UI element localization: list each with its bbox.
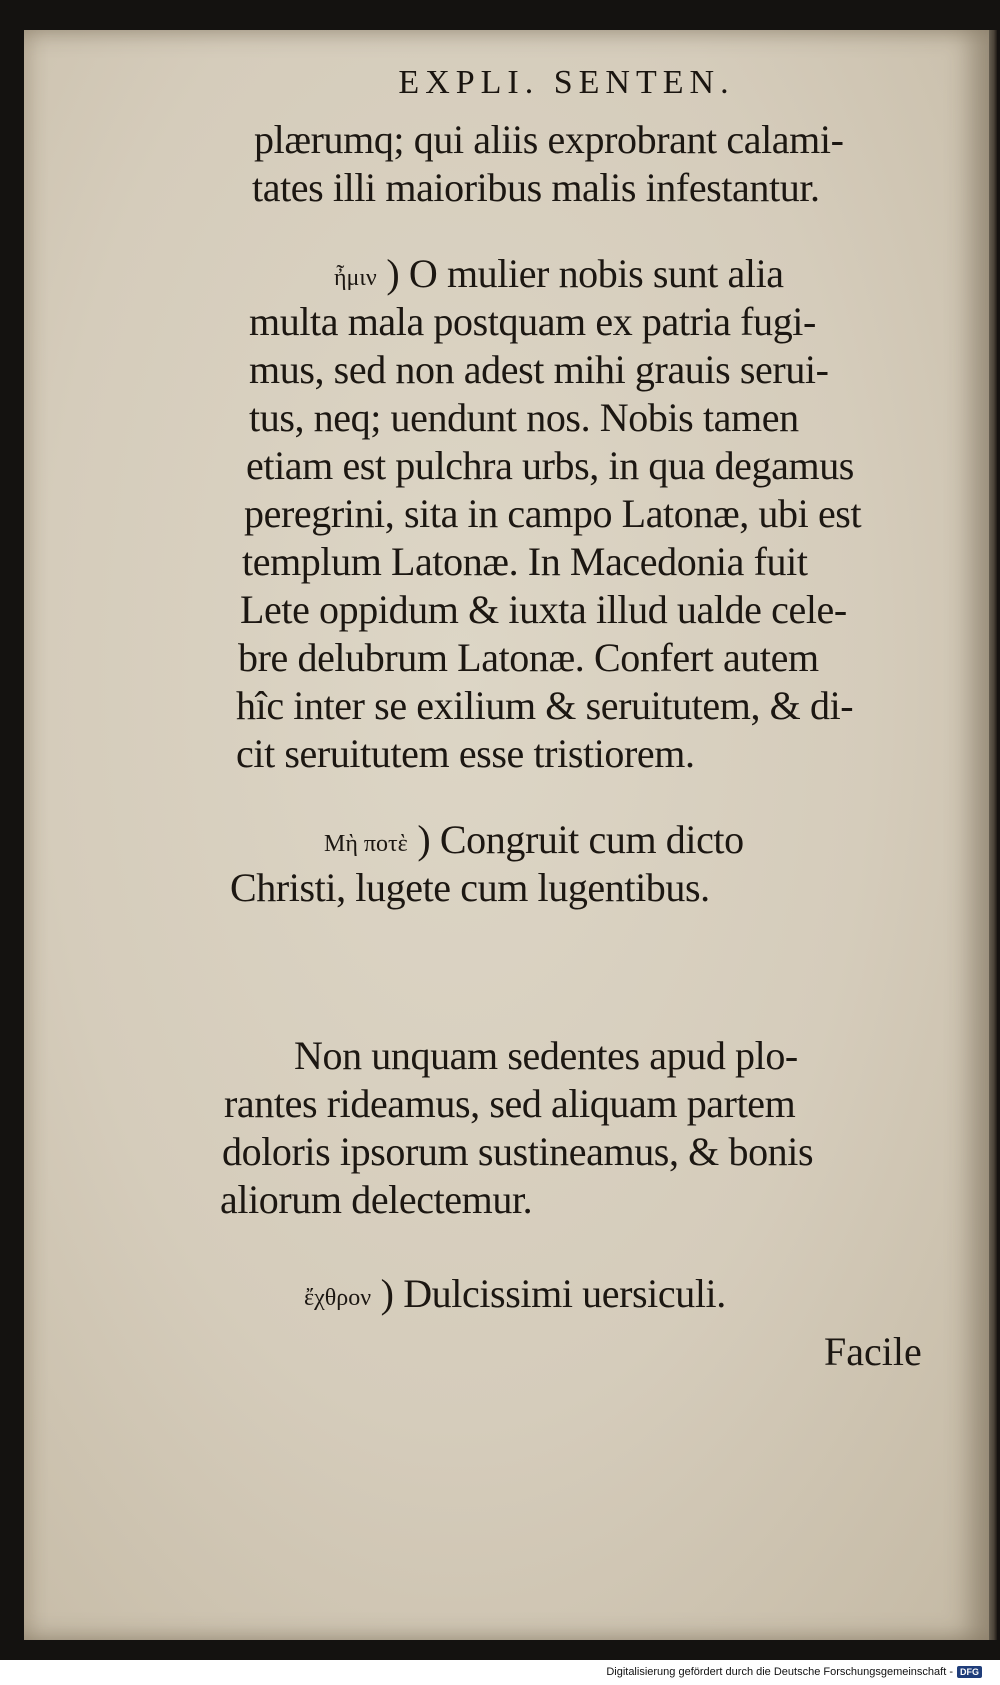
text-line: multa mala postquam ex patria fugi- <box>249 299 816 344</box>
greek-lemma: ἔχθρον <box>304 1284 372 1311</box>
greek-lemma: ἦμιν <box>334 264 377 291</box>
text-line: templum Latonæ. In Macedonia fuit <box>242 539 808 584</box>
text-line: mus, sed non adest mihi grauis serui- <box>249 347 829 392</box>
text-line: tates illi maioribus malis infestantur. <box>252 165 820 210</box>
text-line: tus, neq; uendunt nos. Nobis tamen <box>249 395 799 440</box>
lemma-line <box>334 250 784 302</box>
text-line: doloris ipsorum sustineamus, & bonis <box>222 1129 814 1174</box>
greek-lemma: Μὴ ποτὲ <box>324 830 408 857</box>
text-line: ) Congruit cum dicto <box>417 817 744 862</box>
text-line: hîc inter se exilium & seruitutem, & di- <box>236 683 854 728</box>
page-text <box>24 30 989 1640</box>
credit-text: Digitalisierung gefördert durch die Deutsche Forschungsgemeinschaft - <box>606 1666 953 1678</box>
text-line: rantes rideamus, sed aliquam partem <box>224 1081 796 1126</box>
text-line: Christi, lugete cum lugentibus. <box>230 865 710 910</box>
text-line: aliorum delectemur. <box>220 1177 533 1222</box>
catchword: Facile <box>824 1329 922 1374</box>
text-line: etiam est pulchra urbs, in qua degamus <box>246 443 854 488</box>
text-line: ) O mulier nobis sunt alia <box>386 251 784 296</box>
running-head: EXPLI. SENTEN. <box>398 64 735 101</box>
book-page <box>24 30 989 1640</box>
text-line: Lete oppidum & iuxta illud ualde cele- <box>240 587 847 632</box>
text-line: cit seruitutem esse tristiorem. <box>236 731 695 776</box>
text-line: Non unquam sedentes apud plo- <box>294 1033 798 1078</box>
lemma-line <box>324 816 744 868</box>
lemma-line <box>304 1270 726 1322</box>
text-line: ) Dulcissimi uersiculi. <box>380 1271 726 1316</box>
text-line: plærumq; qui aliis exprobrant calami- <box>254 117 844 162</box>
digitization-credit <box>606 1666 982 1678</box>
dfg-logo: DFG <box>957 1666 982 1678</box>
text-line: peregrini, sita in campo Latonæ, ubi est <box>244 491 862 536</box>
text-line: bre delubrum Latonæ. Confert autem <box>238 635 819 680</box>
